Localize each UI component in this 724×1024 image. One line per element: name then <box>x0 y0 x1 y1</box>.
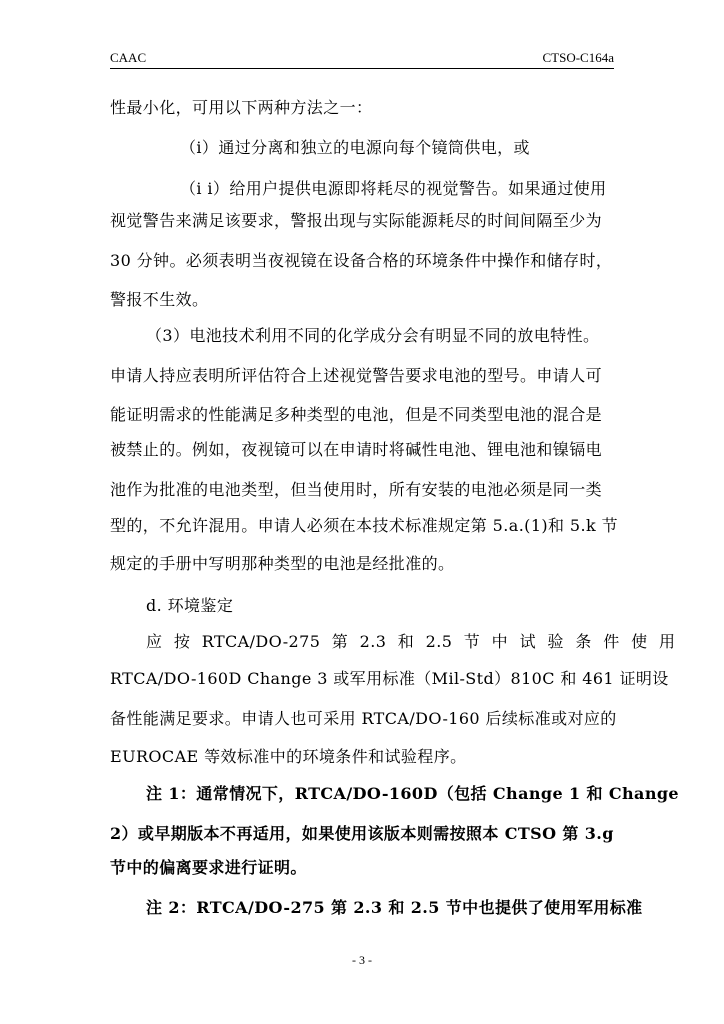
text-line: 视觉警告来满足该要求，警报出现与实际能源耗尽的时间间隔至少为 <box>110 211 603 230</box>
note-line: 2）或早期版本不再适用，如果使用该版本则需按照本 CTSO 第 3.g <box>110 824 614 843</box>
header-left: CAAC <box>110 50 147 65</box>
note-line: 注 2：RTCA/DO-275 第 2.3 和 2.5 节中也提供了使用军用标准 <box>146 898 643 917</box>
page-number: - 3 - <box>352 953 372 967</box>
text-line: RTCA/DO-160D Change 3 或军用标准（Mil-Std）810C 和 461 证明设 <box>110 669 669 688</box>
text-line: 应 按 RTCA/DO-275 第 2.3 和 2.5 节 中 试 验 条 件 使 用 <box>146 632 676 651</box>
text-line: 被禁止的。例如，夜视镜可以在申请时将碱性电池、锂电池和镍镉电 <box>110 440 603 459</box>
text-line: 池作为批准的电池类型，但当使用时，所有安装的电池必须是同一类 <box>110 480 603 499</box>
text-line: （i i）给用户提供电源即将耗尽的视觉警告。如果通过使用 <box>180 179 607 198</box>
text-line: 申请人持应表明所评估符合上述视觉警告要求电池的型号。申请人可 <box>110 366 603 385</box>
text-line: 警报不生效。 <box>110 290 209 309</box>
note-line: 节中的偏离要求进行证明。 <box>110 858 307 877</box>
section-heading: d. 环境鉴定 <box>146 596 234 615</box>
text-line: （i）通过分离和独立的电源向每个镜筒供电，或 <box>180 138 530 157</box>
header-rule <box>110 68 614 69</box>
text-line: （3）电池技术利用不同的化学成分会有明显不同的放电特性。 <box>146 326 600 345</box>
text-line: 性最小化，可用以下两种方法之一： <box>110 98 373 117</box>
text-line: 规定的手册中写明那种类型的电池是经批准的。 <box>110 554 455 573</box>
page-header <box>110 50 614 66</box>
note-line: 注 1：通常情况下，RTCA/DO-160D（包括 Change 1 和 Change <box>146 784 680 803</box>
text-line: EUROCAE 等效标准中的环境条件和试验程序。 <box>110 747 467 766</box>
text-line: 30 分钟。必须表明当夜视镜在设备合格的环境条件中操作和储存时， <box>110 251 613 270</box>
header-right: CTSO-C164a <box>542 50 614 65</box>
text-line: 备性能满足要求。申请人也可采用 RTCA/DO-160 后续标准或对应的 <box>110 709 617 728</box>
text-line: 能证明需求的性能满足多种类型的电池，但是不同类型电池的混合是 <box>110 405 603 424</box>
text-line: 型的，不允许混用。申请人必须在本技术标准规定第 5.a.(1)和 5.k 节 <box>110 516 618 535</box>
